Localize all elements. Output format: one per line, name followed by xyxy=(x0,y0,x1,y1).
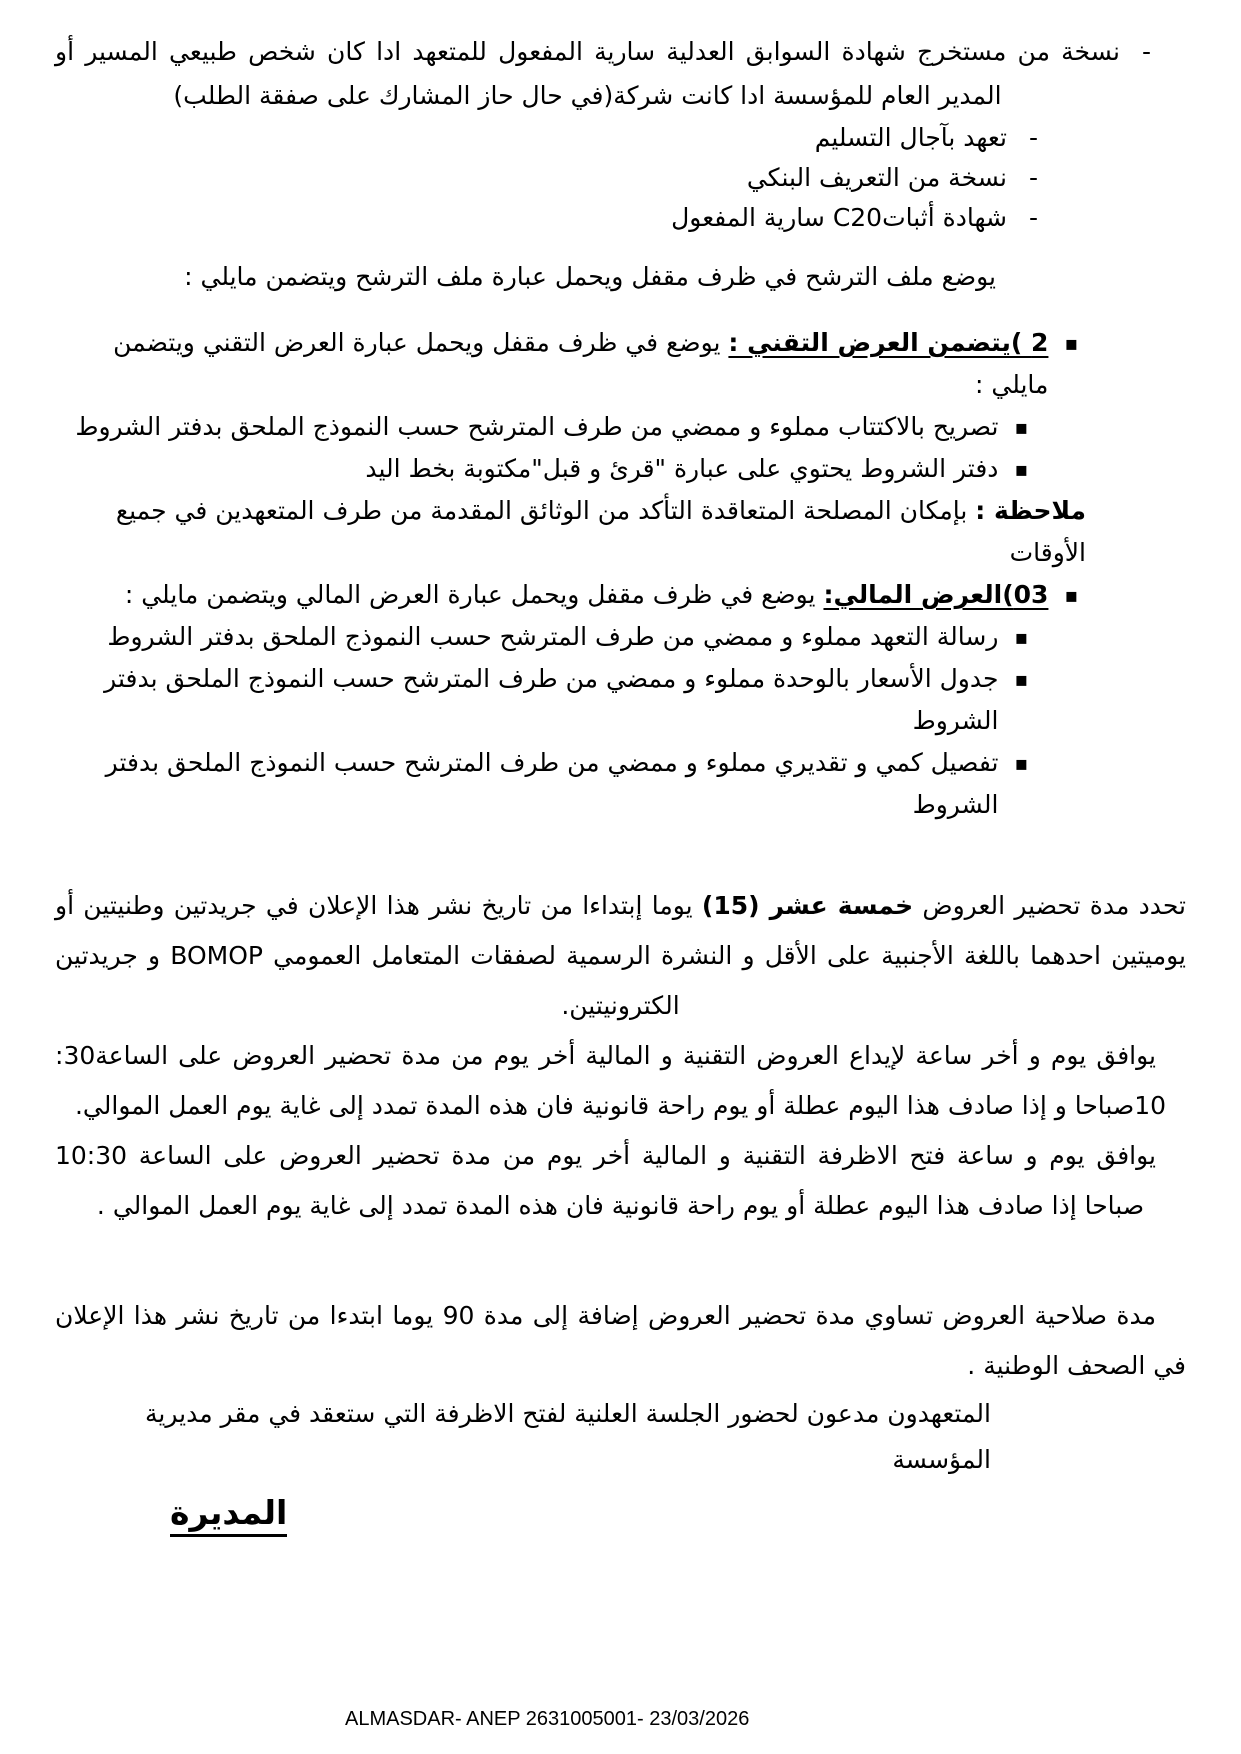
anep-footer-reference: ALMASDAR- ANEP 2631005001- 23/03/2026 xyxy=(345,1708,750,1730)
list-item xyxy=(55,158,1186,198)
candidacy-intro: يوضع ملف الترشح في ظرف مقفل ويحمل عبارة ملف الترشح ويتضمن مايلي : xyxy=(184,262,996,291)
validity-paragraph: مدة صلاحية العروض تساوي مدة تحضير العروض إضافة إلى مدة 90 يوما ابتدءا من تاريخ نشر هذا الإعلان في الصحف الوطنية . xyxy=(55,1301,1186,1380)
note-line xyxy=(55,490,1186,574)
deposit-deadline-paragraph: يوافق يوم و أخر ساعة لإيداع العروض التقنية و المالية أخر يوم من مدة تحضير العروض على الساعة30: 10صباحا و إذا صادف هذا اليوم عطلة أو يوم راحة قانونية فان هذه المدة تمدد إلى غاية يوم العمل الموالي. xyxy=(55,1041,1167,1120)
financial-offer-heading xyxy=(55,574,1186,616)
list-item-text: تفصيل كمي و تقديري مملوء و ممضي من طرف المترشح حسب النموذج الملحق بدفتر الشروط xyxy=(105,748,999,819)
signature-title: المديرة xyxy=(170,1493,287,1537)
list-item xyxy=(55,448,1186,490)
square-bullet-icon: ▪ xyxy=(1014,415,1028,439)
note-text: بإمكان المصلحة المتعاقدة التأكد من الوثائق المقدمة من طرف المتعهدين في جميع الأوقات xyxy=(115,496,1086,567)
technical-offer-description: يوضع في ظرف مقفل ويحمل عبارة العرض التقني ويتضمن مايلي : xyxy=(113,328,1049,399)
opening-session-paragraph: يوافق يوم و ساعة فتح الاظرفة التقنية و المالية أخر يوم من مدة تحضير العروض على الساعة 10:30 صباحا إذا صادف هذا اليوم عطلة أو يوم راحة قانونية فان هذه المدة تمدد إلى غاية يوم العمل الموالي . xyxy=(55,1141,1156,1220)
square-bullet-icon: ▪ xyxy=(1014,667,1028,691)
list-item xyxy=(55,118,1186,158)
list-item-text: جدول الأسعار بالوحدة مملوء و ممضي من طرف المترشح حسب النموذج الملحق بدفتر الشروط xyxy=(104,664,999,735)
list-item xyxy=(55,616,1186,658)
square-bullet-icon: ▪ xyxy=(1064,583,1078,607)
list-item-text: تعهد بآجال التسليم xyxy=(814,123,1007,152)
dash-bullet-icon: - xyxy=(1028,203,1038,232)
financial-offer-title: 03)العرض المالي: xyxy=(823,580,1049,609)
list-item-text: شهادة أثباتC20 سارية المفعول xyxy=(671,203,1007,232)
dash-bullet-icon: - xyxy=(1028,163,1038,192)
list-item xyxy=(55,30,1186,118)
preparation-period-paragraph xyxy=(55,881,1186,1031)
square-bullet-icon: ▪ xyxy=(1014,457,1028,481)
dash-bullet-icon: - xyxy=(1028,123,1038,152)
list-item-text: نسخة من التعريف البنكي xyxy=(746,163,1007,192)
list-item xyxy=(55,742,1186,826)
list-item xyxy=(55,658,1186,742)
square-bullet-icon: ▪ xyxy=(1014,751,1028,775)
signature-block xyxy=(55,1493,1186,1537)
list-item xyxy=(55,406,1186,448)
financial-offer-description: يوضع في ظرف مقفل ويحمل عبارة العرض المالي ويتضمن مايلي : xyxy=(124,580,816,609)
dash-bullet-icon: - xyxy=(1141,37,1151,66)
list-item-text: نسخة من مستخرج شهادة السوابق العدلية سارية المفعول للمتعهد ادا كان شخص طبيعي المسير أو المدير العام للمؤسسة ادا كانت شركة(في حال حاز المشارك على صفقة الطلب) xyxy=(55,37,1120,110)
list-item-text: رسالة التعهد مملوء و ممضي من طرف المترشح حسب النموذج الملحق بدفتر الشروط xyxy=(107,622,999,651)
invitation-paragraph: المتعهدون مدعون لحضور الجلسة العلنية لفتح الاظرفة التي ستعقد في مقر مديرية المؤسسة xyxy=(144,1399,991,1474)
preparation-duration: خمسة عشر (15) xyxy=(701,891,914,920)
technical-offer-heading xyxy=(55,322,1186,406)
list-item xyxy=(55,198,1186,238)
paragraph-text: تحدد مدة تحضير العروض xyxy=(913,891,1187,920)
list-item-text: تصريح بالاكتتاب مملوء و ممضي من طرف المترشح حسب النموذج الملحق بدفتر الشروط xyxy=(75,412,999,441)
square-bullet-icon: ▪ xyxy=(1014,625,1028,649)
list-item-text: دفتر الشروط يحتوي على عبارة "قرئ و قبل"مكتوبة بخط اليد xyxy=(365,454,999,483)
technical-offer-title: 2 )يتضمن العرض التقني : xyxy=(728,328,1049,357)
paragraph-text: يوما إبتداءا من تاريخ نشر هذا الإعلان في جريدتين وطنيتين أو يوميتين احدهما باللغة الأجنبية على الأقل و النشرة الرسمية لصفقات المتعامل العمومي BOMOP و جريدتين الكترونيتين. xyxy=(55,891,1186,1020)
note-label: ملاحظة : xyxy=(975,496,1086,525)
square-bullet-icon: ▪ xyxy=(1064,331,1078,355)
